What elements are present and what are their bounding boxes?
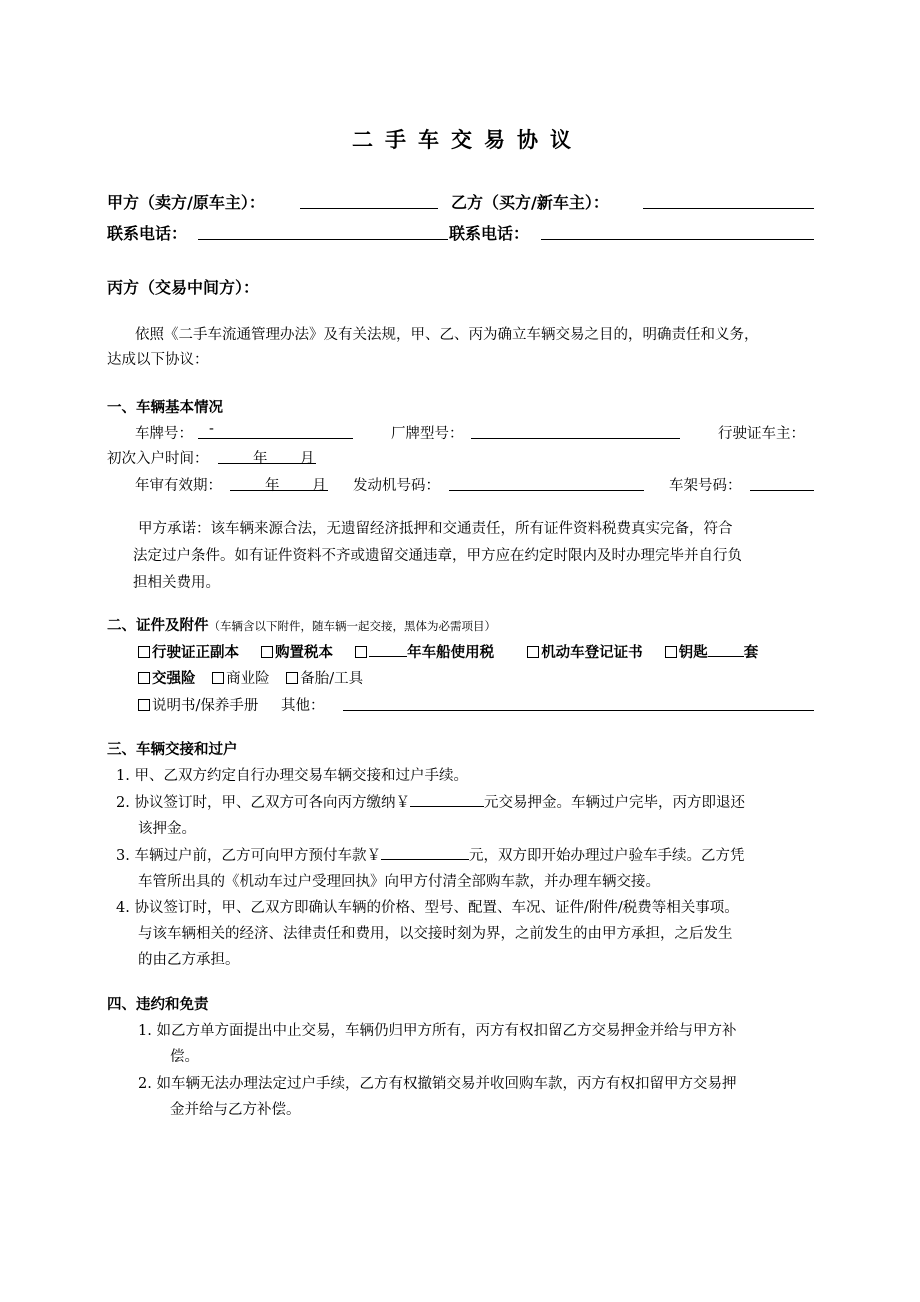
- item-reg-cert[interactable]: 机动车登记证书: [527, 645, 643, 661]
- section3-clause-2: 2. 协议签订时，甲、乙双方可各向丙方缴纳￥ 元交易押金。车辆过户完毕，丙方即退还: [116, 795, 745, 811]
- phone-a-label: 联系电话：: [107, 224, 188, 243]
- checkbox-icon[interactable]: [527, 646, 539, 658]
- item-compulsory[interactable]: 交强险: [138, 671, 196, 687]
- section4-clause-2-cont: 金并给与乙方补偿。: [170, 1102, 301, 1118]
- party-a-label: 甲方（卖方/原车主）：: [107, 193, 265, 212]
- frame-label: 车架号码：: [669, 478, 742, 494]
- promise-text-2: 法定过户条件。如有证件资料不齐或遗留交通违章，甲方应在约定时限内及时办理完毕并自行负: [133, 548, 742, 564]
- engine-label: 发动机号码：: [353, 478, 440, 494]
- section1-heading: 一、车辆基本情况: [107, 400, 223, 416]
- checkbox-icon[interactable]: [665, 646, 677, 658]
- checkbox-icon[interactable]: [138, 672, 150, 684]
- item-manual[interactable]: 说明书/保养手册: [138, 698, 258, 714]
- intro-paragraph: 依照《二手车流通管理办法》及有关法规，甲、乙、丙为确立车辆交易之目的，明确责任和义务，: [135, 327, 759, 343]
- section3-clause-4-cont: 与该车辆相关的经济、法律责任和费用，以交接时刻为界，之前发生的由甲方承担，之后发生: [138, 926, 733, 942]
- section2-heading: 二、证件及附件: [107, 618, 209, 634]
- frame-field[interactable]: [750, 490, 814, 491]
- section3-clause-4: 4. 协议签订时，甲、乙双方即确认车辆的价格、型号、配置、车况、证件/附件/税费等相关事项。: [116, 900, 739, 916]
- inspect-month: 月: [312, 478, 327, 494]
- item-purchase-tax[interactable]: 购置税本: [261, 645, 333, 661]
- brand-label: 厂牌型号：: [391, 426, 464, 442]
- section4-clause-1-cont: 偿。: [170, 1049, 199, 1065]
- item-commercial[interactable]: 商业险: [212, 671, 270, 687]
- intro-paragraph-cont: 达成以下协议：: [107, 352, 209, 368]
- party-b-label: 乙方（买方/新车主）：: [451, 193, 609, 212]
- phone-b-field[interactable]: [541, 239, 814, 240]
- phone-a-field[interactable]: [198, 239, 448, 240]
- first-reg-month: 月: [300, 451, 315, 467]
- checkbox-icon[interactable]: [138, 646, 150, 658]
- deposit-field[interactable]: [410, 806, 484, 807]
- checkbox-icon[interactable]: [286, 672, 298, 684]
- page-title: 二手车交易协议: [352, 128, 583, 152]
- promise-text: 甲方承诺：该车辆来源合法，无遗留经济抵押和交通责任，所有证件资料税费真实完备，符合: [138, 521, 733, 537]
- brand-field[interactable]: [471, 438, 680, 439]
- plate-label: 车牌号：: [135, 426, 193, 442]
- checkbox-icon[interactable]: [355, 646, 367, 658]
- promise-text-3: 担相关费用。: [133, 575, 220, 591]
- section2-note: （车辆含以下附件，随车辆一起交接，黑体为必需项目）: [208, 619, 496, 633]
- checkbox-icon[interactable]: [212, 672, 224, 684]
- section3-clause-4-cont2: 的由乙方承担。: [138, 952, 240, 968]
- party-b-field[interactable]: [643, 208, 814, 209]
- section4-clause-1: 1. 如乙方单方面提出中止交易，车辆仍归甲方所有，丙方有权扣留乙方交易押金并给与甲方补: [138, 1023, 737, 1039]
- checkbox-icon[interactable]: [261, 646, 273, 658]
- checkbox-icon[interactable]: [138, 699, 150, 711]
- section2-heading-row: [107, 614, 496, 635]
- section4-clause-2: 2. 如车辆无法办理法定过户手续，乙方有权撤销交易并收回购车款，丙方有权扣留甲方交易押: [138, 1076, 737, 1092]
- party-a-field[interactable]: [300, 208, 438, 209]
- section3-clause-2-cont: 该押金。: [138, 821, 196, 837]
- section4-heading: 四、违约和免责: [107, 997, 209, 1013]
- first-reg-year: 年: [253, 451, 268, 467]
- checklist-row-3: [138, 694, 325, 715]
- first-reg-label: 初次入户时间：: [107, 451, 209, 467]
- inspect-label: 年审有效期：: [135, 478, 222, 494]
- party-c-label: 丙方（交易中间方）：: [107, 278, 260, 297]
- other-label: 其他：: [281, 698, 325, 714]
- item-keys[interactable]: 钥匙 套: [665, 645, 759, 661]
- item-tools[interactable]: 备胎/工具: [286, 671, 363, 687]
- checklist-row-1: [138, 641, 758, 662]
- item-license[interactable]: 行驶证正副本: [138, 645, 239, 661]
- section3-heading: 三、车辆交接和过户: [107, 742, 238, 758]
- prepay-field[interactable]: [381, 859, 469, 860]
- checklist-row-2: [138, 667, 363, 688]
- engine-field[interactable]: [449, 490, 644, 491]
- inspect-year: 年: [265, 478, 280, 494]
- plate-value: -: [209, 421, 214, 437]
- plate-field[interactable]: [198, 438, 353, 439]
- item-vessel-tax[interactable]: 年车船使用税: [355, 645, 494, 661]
- owner-label: 行驶证车主：: [718, 426, 805, 442]
- section3-clause-1: 1. 甲、乙双方约定自行办理交易车辆交接和过户手续。: [116, 768, 468, 784]
- phone-b-label: 联系电话：: [449, 224, 530, 243]
- section3-clause-3: 3. 车辆过户前，乙方可向甲方预付车款￥ 元，双方即开始办理过户验车手续。乙方凭: [116, 848, 745, 864]
- other-field[interactable]: [343, 710, 814, 711]
- section3-clause-3-cont: 车管所出具的《机动车过户受理回执》向甲方付清全部购车款，并办理车辆交接。: [138, 874, 660, 890]
